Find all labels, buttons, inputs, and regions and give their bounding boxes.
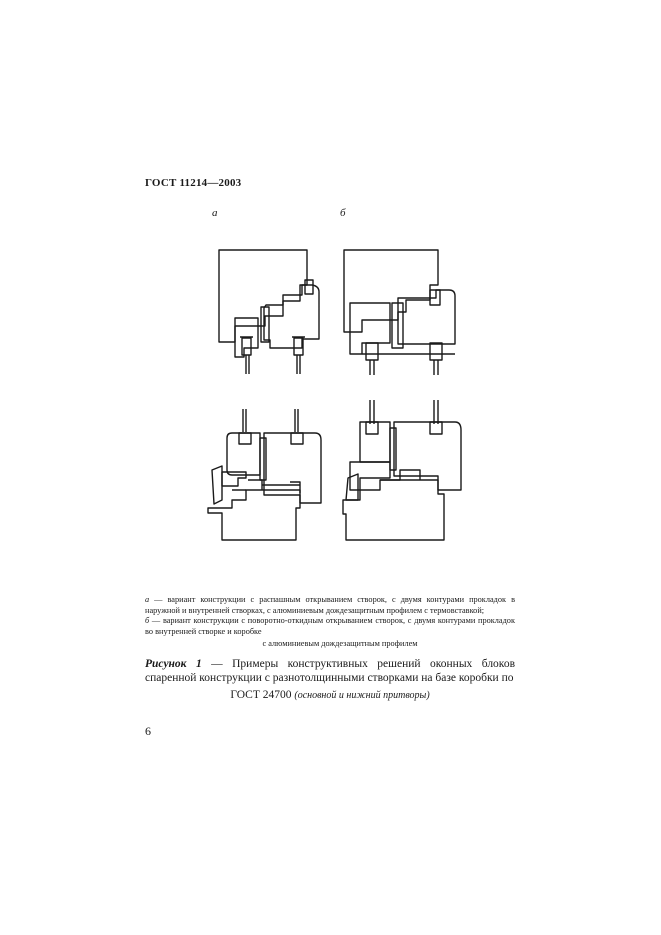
figure-title-text: — Примеры конструктивных решений оконных блоков спаренной конструкции с разнотолщинными створками на базе коробки по: [145, 658, 515, 684]
drawing-a-lower: [208, 409, 321, 540]
drawing-b-upper: [344, 250, 455, 375]
caption-b-text: — вариант конструкции с поворотно-откидным открыванием створок, с двумя контурами прокладок во внутренней створке и коробке: [145, 616, 515, 637]
caption-b-letter: б: [145, 616, 150, 625]
caption-a-letter: а: [145, 595, 150, 604]
figure-title: [145, 657, 515, 685]
drawing-b-lower: [343, 400, 461, 540]
figure-title-lead: Рисунок 1: [145, 658, 202, 670]
figure-title-line3: [145, 689, 515, 701]
caption-variant-b: [145, 615, 515, 637]
standard-header: ГОСТ 11214—2003: [145, 177, 242, 189]
figure-title-italic: (основной и нижний притворы): [294, 690, 430, 701]
figure-title-gost: ГОСТ 24700: [230, 689, 292, 701]
panel-label-b: б: [340, 207, 346, 219]
caption-variant-a: [145, 594, 515, 616]
drawing-a-upper: [219, 250, 319, 374]
page-number: 6: [145, 724, 151, 738]
caption-a-text: — вариант конструкции с распашным открыванием створок, с двумя контурами прокладок в наружной и внутренней створках, с алюминиевым дождезащитным профилем с термовставкой;: [145, 595, 515, 616]
caption-variant-b-end: с алюминиевым дождезащитным профилем: [262, 639, 418, 648]
panel-label-a: а: [212, 207, 218, 219]
